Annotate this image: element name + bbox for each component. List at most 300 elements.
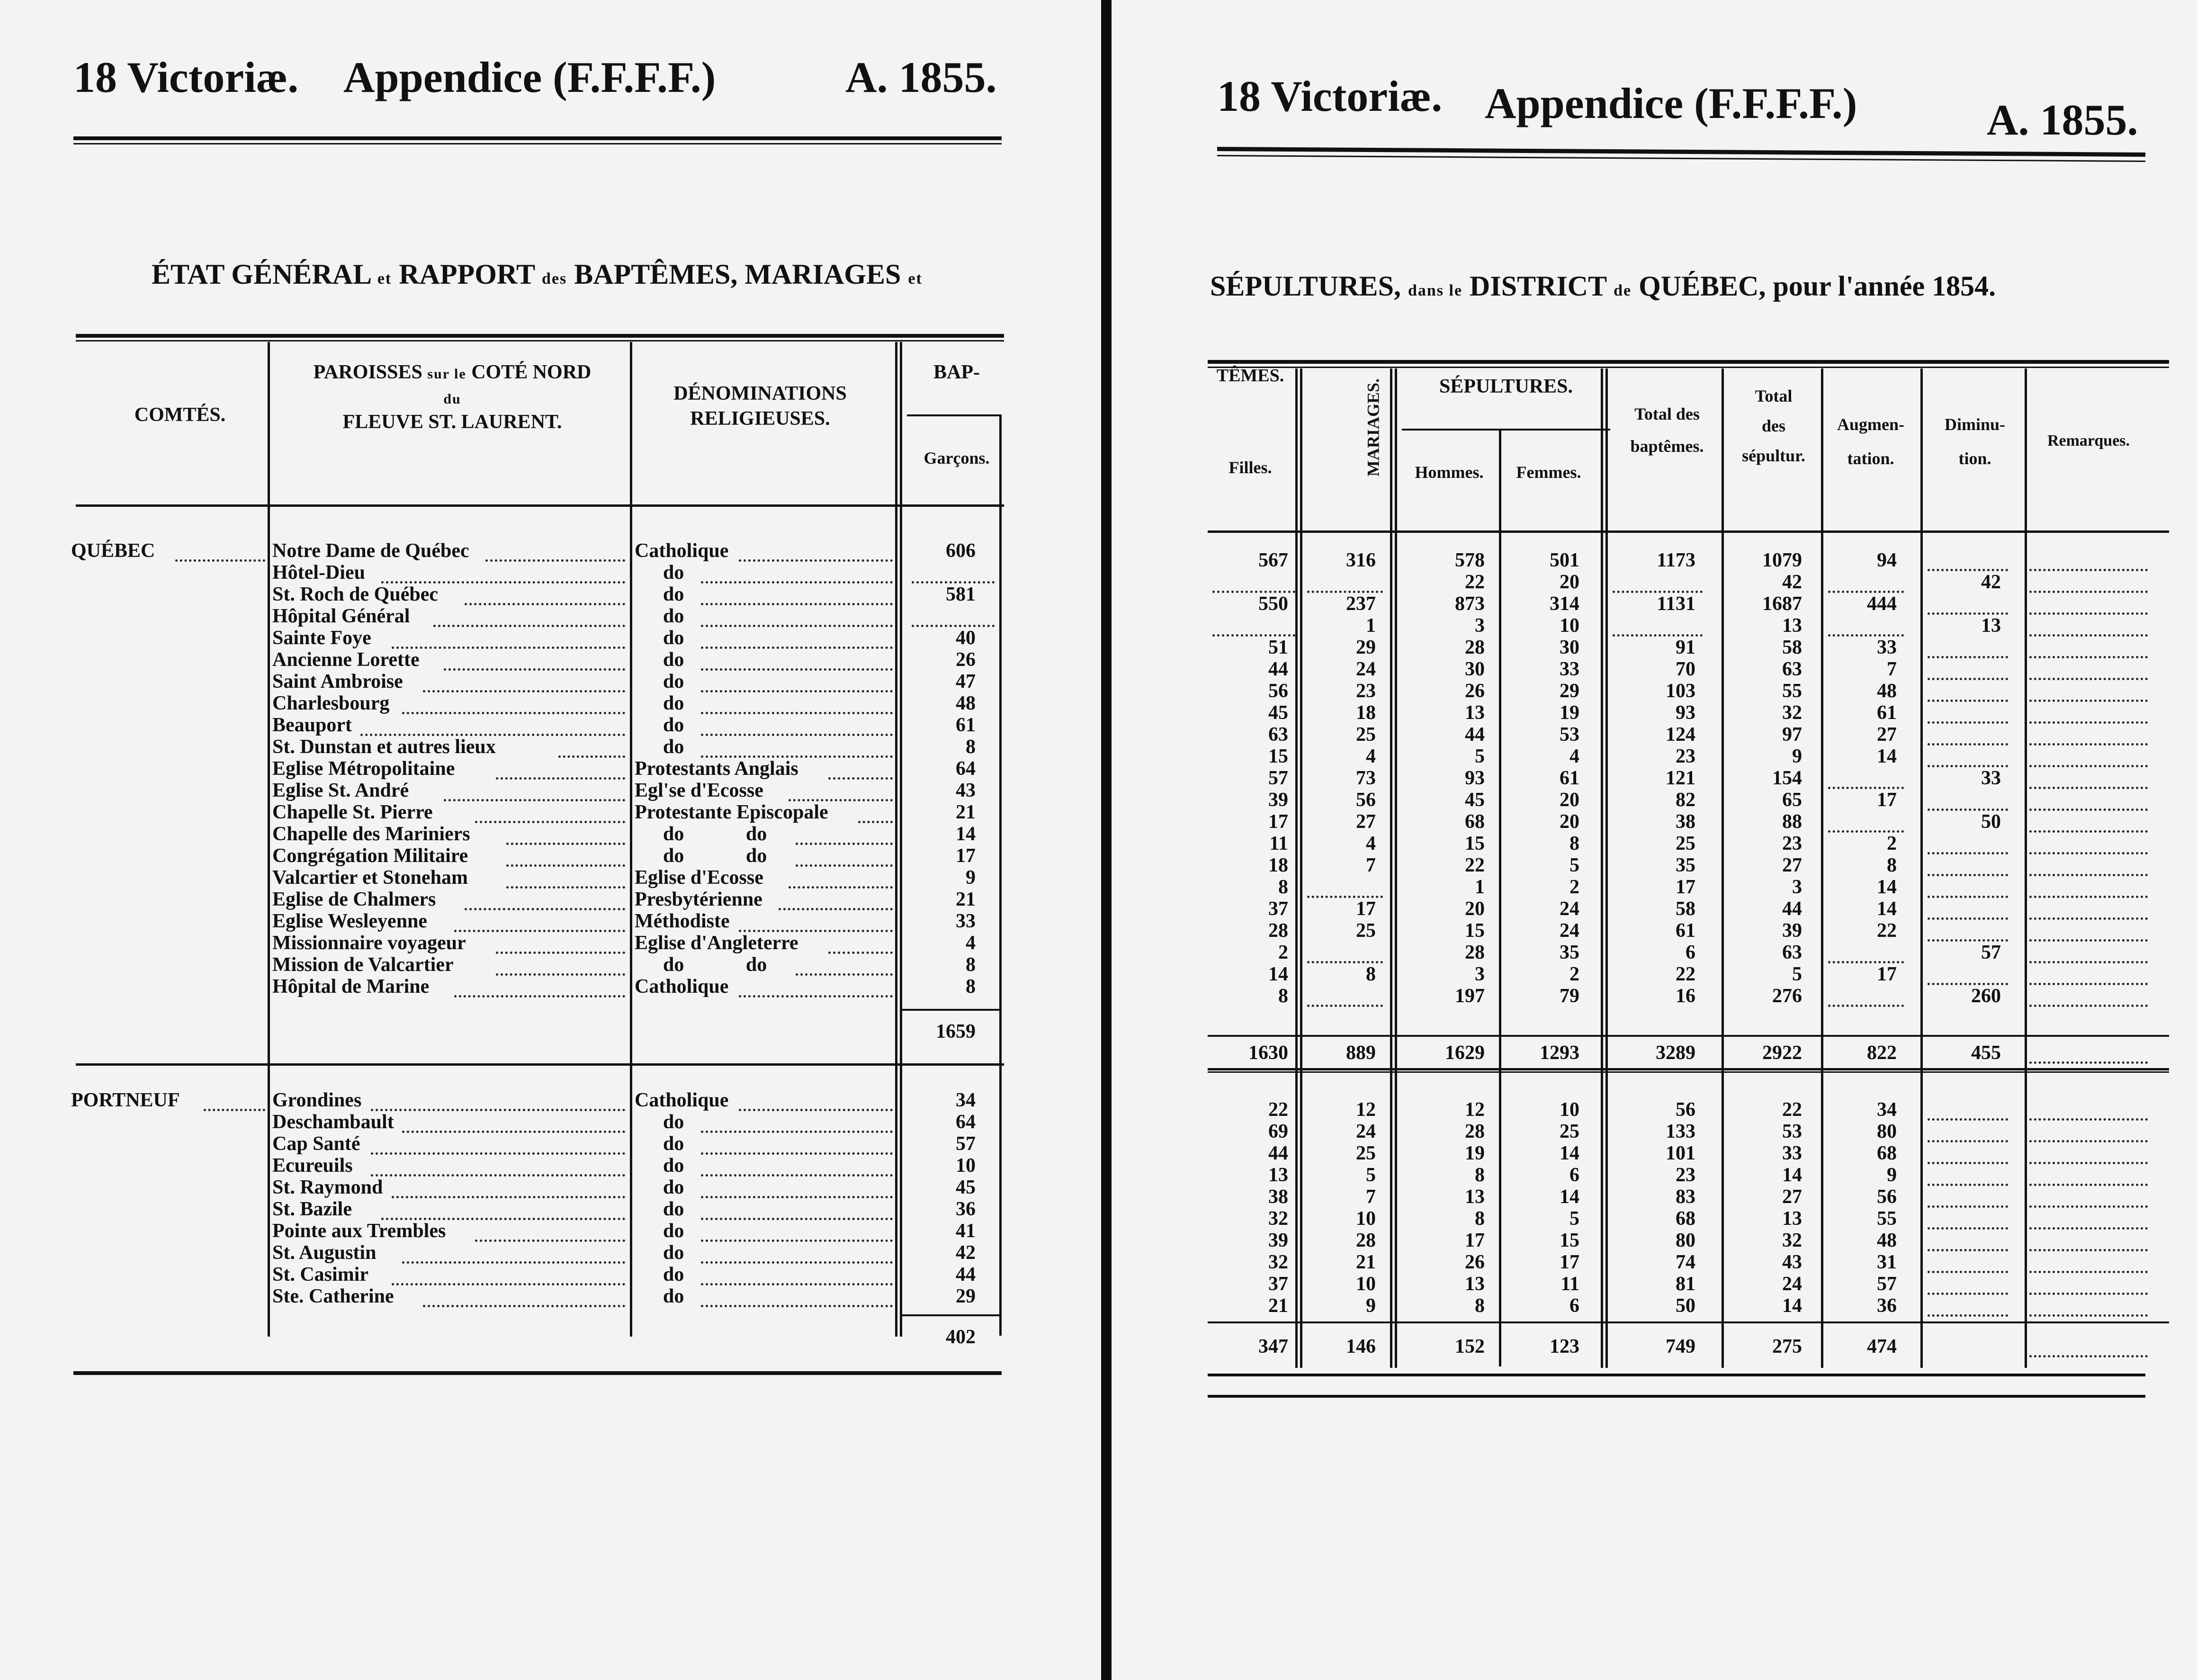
- garcons-value: 606: [946, 540, 976, 562]
- parish-name: Hôpital Général: [272, 605, 410, 627]
- denomination-leader: [701, 671, 893, 692]
- denomination: Eglise d'Angleterre: [635, 932, 798, 954]
- col-divider: [268, 342, 270, 1337]
- parish-name: Notre Dame de Québec: [272, 540, 469, 562]
- denomination: do: [663, 627, 684, 649]
- filles-value: 28: [1268, 920, 1288, 942]
- femmes-value: 53: [1560, 724, 1579, 746]
- hommes-value: 30: [1465, 658, 1485, 680]
- parish-leader: [444, 649, 625, 671]
- denomination: do: [663, 1198, 684, 1220]
- total_bap-value: 81: [1676, 1273, 1695, 1295]
- femmes-value: 2: [1569, 876, 1579, 898]
- denomination-leader: [701, 1177, 893, 1198]
- col-divider: [999, 414, 1002, 1336]
- empty-cell: [1212, 571, 1295, 593]
- col-divider: [1395, 368, 1397, 1368]
- right-page: [1118, 0, 2197, 1680]
- filles-value: 63: [1268, 724, 1288, 746]
- remarques-cell: [2029, 1230, 2148, 1251]
- mariages-value: 7: [1366, 1186, 1376, 1208]
- femmes-value: 15: [1560, 1230, 1579, 1251]
- hommes-value: 17: [1465, 1230, 1485, 1251]
- aug-value: 57: [1877, 1273, 1897, 1295]
- femmes-total: 123: [1550, 1336, 1579, 1357]
- empty-cell: [1613, 615, 1703, 637]
- empty-cell: [1928, 876, 2008, 898]
- total_sep-value: 63: [1782, 658, 1802, 680]
- hommes-value: 28: [1465, 1121, 1485, 1142]
- femmes-value: 25: [1560, 1121, 1579, 1142]
- garcons-total: 402: [946, 1326, 976, 1348]
- denomination: do: [663, 671, 684, 692]
- denomination: do: [663, 584, 684, 605]
- aug-value: 14: [1877, 746, 1897, 767]
- aug-value: 56: [1877, 1186, 1897, 1208]
- header-year: A. 1855.: [845, 53, 997, 101]
- parish-leader: [423, 1285, 625, 1307]
- total_sep-value: 13: [1782, 1208, 1802, 1230]
- total_bap-value: 56: [1676, 1099, 1695, 1121]
- remarques-cell: [2029, 724, 2148, 746]
- filles-value: 11: [1269, 833, 1288, 854]
- aug-value: 36: [1877, 1295, 1897, 1317]
- col-sepultures-group: SÉPULTURES.: [1439, 376, 1573, 397]
- total_bap-value: 70: [1676, 658, 1695, 680]
- parish-name: St. Raymond: [272, 1177, 383, 1198]
- femmes-value: 5: [1569, 854, 1579, 876]
- aug-value: 94: [1877, 549, 1897, 571]
- col-baptemes-group: BAP-: [933, 361, 980, 383]
- denomination: do: [663, 1111, 684, 1133]
- garcons-value: 8: [966, 736, 976, 758]
- mariages-value: 25: [1356, 920, 1376, 942]
- parish-name: Ste. Catherine: [272, 1285, 394, 1307]
- total_sep-value: 22: [1782, 1099, 1802, 1121]
- dim-value: 13: [1981, 615, 2001, 637]
- denomination: Presbytérienne: [635, 889, 762, 910]
- subtotal-rule: [1208, 1035, 2169, 1037]
- hommes-value: 12: [1465, 1099, 1485, 1121]
- empty-cell: [1307, 571, 1383, 593]
- remarques-cell: [2029, 1208, 2148, 1230]
- denomination: do: [663, 1155, 684, 1177]
- book-spine: [1101, 0, 1112, 1680]
- mariages-value: 73: [1356, 767, 1376, 789]
- filles-value: 18: [1268, 854, 1288, 876]
- denomination: do: [663, 649, 684, 671]
- filles-value: 69: [1268, 1121, 1288, 1142]
- total_sep-value: 9: [1792, 746, 1802, 767]
- denomination-leader: [701, 562, 893, 584]
- garcons-value: 8: [966, 976, 976, 997]
- femmes-total: 1293: [1540, 1042, 1579, 1064]
- denomination: Protestants Anglais: [635, 758, 798, 780]
- parish-leader: [506, 867, 625, 889]
- col-diminution: Diminu- tion.: [1944, 415, 2006, 468]
- mariages-value: 10: [1356, 1273, 1376, 1295]
- garcons-value: 4: [966, 932, 976, 954]
- garcons-value: 64: [956, 1111, 976, 1133]
- hommes-value: 8: [1475, 1208, 1485, 1230]
- section-divider: [76, 1063, 1004, 1066]
- total_sep-value: 88: [1782, 811, 1802, 833]
- aug-value: 31: [1877, 1251, 1897, 1273]
- total_sep-value: 42: [1782, 571, 1802, 593]
- total_bap-value: 103: [1666, 680, 1695, 702]
- garcons-value: 14: [956, 823, 976, 845]
- parish-leader: [475, 1220, 625, 1242]
- femmes-value: 10: [1560, 615, 1579, 637]
- denomination-leader: [789, 867, 893, 889]
- denomination-leader: [701, 605, 893, 627]
- denomination: do: [663, 605, 684, 627]
- table-title-right: SÉPULTURES, dans le DISTRICT de QUÉBEC, pour l'année 1854.: [1210, 270, 1996, 302]
- denomination: do: [663, 1177, 684, 1198]
- femmes-value: 14: [1560, 1142, 1579, 1164]
- remarques-cell: [2029, 680, 2148, 702]
- femmes-value: 29: [1560, 680, 1579, 702]
- aug-total: 822: [1867, 1042, 1897, 1064]
- parish-name: St. Augustin: [272, 1242, 377, 1264]
- femmes-value: 4: [1569, 746, 1579, 767]
- mariages-total: 889: [1346, 1042, 1376, 1064]
- total_bap-value: 58: [1676, 898, 1695, 920]
- hommes-value: 197: [1455, 985, 1485, 1007]
- garcons-value: 47: [956, 671, 976, 692]
- total_sep-value: 65: [1782, 789, 1802, 811]
- parish-name: Grondines: [272, 1089, 362, 1111]
- empty-cell: [1928, 680, 2008, 702]
- parish-name: Mission de Valcartier: [272, 954, 454, 976]
- table-bottom-rule: [73, 1371, 1002, 1375]
- header-bottom-rule: [76, 504, 1004, 507]
- total_sep-value: 32: [1782, 702, 1802, 724]
- garcons-value: 9: [966, 867, 976, 889]
- remarques-cell: [2029, 746, 2148, 767]
- header-appendix: Appendice (F.F.F.F.): [1485, 79, 1857, 127]
- parish-leader: [485, 540, 625, 562]
- table-title-left: ÉTAT GÉNÉRAL et RAPPORT des BAPTÊMES, MARIAGES et: [152, 259, 923, 290]
- col-divider: [1821, 368, 1823, 1368]
- parish-name: Deschambault: [272, 1111, 394, 1133]
- aug-value: 14: [1877, 876, 1897, 898]
- garcons-total: 1659: [936, 1021, 976, 1042]
- parish-name: St. Bazile: [272, 1198, 352, 1220]
- aug-total: 474: [1867, 1336, 1897, 1357]
- parish-name: Saint Ambroise: [272, 671, 403, 692]
- femmes-value: 24: [1560, 920, 1579, 942]
- col-femmes: Femmes.: [1516, 463, 1581, 482]
- denomination: do: [663, 1242, 684, 1264]
- parish-leader: [465, 889, 625, 910]
- filles-value: 39: [1268, 1230, 1288, 1251]
- hommes-value: 15: [1465, 920, 1485, 942]
- empty-cell: [1928, 637, 2008, 658]
- denomination-leader: [701, 736, 893, 758]
- garcons-value: 17: [956, 845, 976, 867]
- denomination-leader: [701, 649, 893, 671]
- remarques-cell: [2029, 1142, 2148, 1164]
- filles-value: 8: [1278, 985, 1288, 1007]
- remarques-cell: [2029, 1042, 2148, 1064]
- femmes-value: 33: [1560, 658, 1579, 680]
- remarques-cell: [2029, 702, 2148, 724]
- denomination-leader: [779, 889, 893, 910]
- femmes-value: 17: [1560, 1251, 1579, 1273]
- aug-value: 27: [1877, 724, 1897, 746]
- hommes-value: 578: [1455, 549, 1485, 571]
- parish-leader: [496, 954, 625, 976]
- empty-cell: [1828, 767, 1904, 789]
- garcons-value: 40: [956, 627, 976, 649]
- filles-value: 21: [1268, 1295, 1288, 1317]
- garcons-value: 44: [956, 1264, 976, 1285]
- empty-cell: [1928, 963, 2008, 985]
- hommes-value: 3: [1475, 615, 1485, 637]
- denomination-leader: [796, 845, 893, 867]
- hommes-value: 13: [1465, 702, 1485, 724]
- total_sep-value: 13: [1782, 615, 1802, 637]
- hommes-value: 1: [1475, 876, 1485, 898]
- aug-value: 61: [1877, 702, 1897, 724]
- col-divider: [900, 342, 902, 1337]
- header-rule: [73, 136, 1002, 140]
- col-divider: [1601, 368, 1603, 1368]
- col-divider: [1722, 368, 1724, 1368]
- mariages-value: 24: [1356, 1121, 1376, 1142]
- filles-value: 39: [1268, 789, 1288, 811]
- remarques-cell: [2029, 1099, 2148, 1121]
- femmes-value: 501: [1550, 549, 1579, 571]
- filles-value: 37: [1268, 898, 1288, 920]
- aug-value: 2: [1887, 833, 1897, 854]
- parish-leader: [475, 801, 625, 823]
- remarques-cell: [2029, 963, 2148, 985]
- total_bap-value: 93: [1676, 702, 1695, 724]
- aug-value: 17: [1877, 789, 1897, 811]
- femmes-value: 6: [1569, 1295, 1579, 1317]
- denomination: do do: [663, 823, 767, 845]
- mariages-value: 4: [1366, 833, 1376, 854]
- femmes-value: 20: [1560, 789, 1579, 811]
- remarques-cell: [2029, 1121, 2148, 1142]
- denomination: do: [663, 562, 684, 584]
- hommes-value: 68: [1465, 811, 1485, 833]
- empty-cell: [1307, 942, 1383, 963]
- mariages-value: 18: [1356, 702, 1376, 724]
- parish-leader: [454, 976, 625, 997]
- femmes-value: 24: [1560, 898, 1579, 920]
- total_sep-value: 14: [1782, 1295, 1802, 1317]
- total_sep-value: 39: [1782, 920, 1802, 942]
- parish-leader: [454, 910, 625, 932]
- parish-name: Pointe aux Trembles: [272, 1220, 446, 1242]
- parish-name: Hôtel-Dieu: [272, 562, 365, 584]
- empty-cell: [912, 605, 995, 627]
- empty-cell: [1928, 1208, 2008, 1230]
- mariages-value: 5: [1366, 1164, 1376, 1186]
- hommes-value: 44: [1465, 724, 1485, 746]
- hommes-value: 45: [1465, 789, 1485, 811]
- parish-name: Sainte Foye: [272, 627, 371, 649]
- mariages-value: 29: [1356, 637, 1376, 658]
- mariages-value: 25: [1356, 724, 1376, 746]
- parish-name: Chapelle St. Pierre: [272, 801, 433, 823]
- garcons-value: 29: [956, 1285, 976, 1307]
- remarques-cell: [2029, 789, 2148, 811]
- col-temes: TÊMES.: [1216, 366, 1284, 386]
- empty-cell: [912, 562, 995, 584]
- mariages-total: 146: [1346, 1336, 1376, 1357]
- total_sep-value: 154: [1772, 767, 1802, 789]
- parish-leader: [433, 605, 625, 627]
- hommes-value: 13: [1465, 1186, 1485, 1208]
- parish-leader: [392, 627, 625, 649]
- empty-cell: [1307, 985, 1383, 1007]
- garcons-value: 64: [956, 758, 976, 780]
- aug-value: 444: [1867, 593, 1897, 615]
- parish-name: Eglise Wesleyenne: [272, 910, 428, 932]
- hommes-value: 22: [1465, 571, 1485, 593]
- total_bap-value: 91: [1676, 637, 1695, 658]
- empty-cell: [1928, 1142, 2008, 1164]
- header-rule-thin: [73, 143, 1002, 144]
- parish-name: Beauport: [272, 714, 352, 736]
- denomination: do: [663, 1220, 684, 1242]
- mariages-value: 237: [1346, 593, 1376, 615]
- aug-value: 33: [1877, 637, 1897, 658]
- filles-value: 550: [1258, 593, 1288, 615]
- total_sep-value: 32: [1782, 1230, 1802, 1251]
- total_bap-value: 124: [1666, 724, 1695, 746]
- col-divider: [2025, 368, 2027, 1368]
- denomination-leader: [796, 954, 893, 976]
- comte-leader: [175, 540, 265, 562]
- hommes-value: 5: [1475, 746, 1485, 767]
- mariages-value: 24: [1356, 658, 1376, 680]
- parish-name: Ancienne Lorette: [272, 649, 420, 671]
- col-divider: [1499, 429, 1501, 1366]
- filles-value: 51: [1268, 637, 1288, 658]
- parish-name: Congrégation Militaire: [272, 845, 468, 867]
- dim-value: 33: [1981, 767, 2001, 789]
- garcons-value: 36: [956, 1198, 976, 1220]
- remarques-cell: [2029, 942, 2148, 963]
- parish-name: Charlesbourg: [272, 692, 390, 714]
- parish-name: St. Casimir: [272, 1264, 368, 1285]
- total_bap-value: 133: [1666, 1121, 1695, 1142]
- total_sep-value: 1079: [1762, 549, 1802, 571]
- empty-cell: [1928, 1121, 2008, 1142]
- col-denominations: DÉNOMINATIONS RELIGIEUSES.: [673, 383, 847, 430]
- garcons-value: 48: [956, 692, 976, 714]
- empty-cell: [1928, 1295, 2008, 1317]
- hommes-total: 152: [1455, 1336, 1485, 1357]
- femmes-value: 30: [1560, 637, 1579, 658]
- col-remarques: Remarques.: [2047, 432, 2130, 449]
- mariages-value: 28: [1356, 1230, 1376, 1251]
- total_bap-value: 74: [1676, 1251, 1695, 1273]
- aug-value: 8: [1887, 854, 1897, 876]
- filles-value: 44: [1268, 1142, 1288, 1164]
- denomination-leader: [739, 910, 893, 932]
- filles-total: 347: [1258, 1336, 1288, 1357]
- aug-value: 48: [1877, 680, 1897, 702]
- total_bap-value: 68: [1676, 1208, 1695, 1230]
- col-total-sepultures: Total des sépultur.: [1742, 386, 1805, 465]
- remarques-cell: [2029, 637, 2148, 658]
- garcons-value: 26: [956, 649, 976, 671]
- empty-cell: [1928, 1164, 2008, 1186]
- total_sep-value: 24: [1782, 1273, 1802, 1295]
- remarques-cell: [2029, 1336, 2148, 1357]
- remarques-cell: [2029, 549, 2148, 571]
- col-divider: [895, 342, 897, 1337]
- filles-value: 32: [1268, 1208, 1288, 1230]
- parish-name: Missionnaire voyageur: [272, 932, 466, 954]
- filles-value: 15: [1268, 746, 1288, 767]
- comte-name: QUÉBEC: [71, 540, 155, 562]
- col-divider: [1300, 368, 1302, 1368]
- empty-cell: [1613, 571, 1703, 593]
- denomination-leader: [701, 1111, 893, 1133]
- total_bap-value: 38: [1676, 811, 1695, 833]
- denomination: Protestante Episcopale: [635, 801, 828, 823]
- filles-value: 45: [1268, 702, 1288, 724]
- hommes-value: 26: [1465, 1251, 1485, 1273]
- col-divider: [1295, 368, 1298, 1368]
- parish-name: Hôpital de Marine: [272, 976, 430, 997]
- parish-leader: [392, 1264, 625, 1285]
- denomination-leader: [701, 584, 893, 605]
- empty-cell: [1928, 1186, 2008, 1208]
- col-divider: [630, 342, 632, 1337]
- hommes-value: 13: [1465, 1273, 1485, 1295]
- parish-name: Eglise Métropolitaine: [272, 758, 455, 780]
- mariages-value: 27: [1356, 811, 1376, 833]
- filles-value: 37: [1268, 1273, 1288, 1295]
- denomination-leader: [701, 1285, 893, 1307]
- garcons-value: 34: [956, 1089, 976, 1111]
- mariages-value: 12: [1356, 1099, 1376, 1121]
- empty-cell: [1828, 811, 1904, 833]
- filles-value: 13: [1268, 1164, 1288, 1186]
- empty-cell: [1828, 985, 1904, 1007]
- denomination: do: [663, 1285, 684, 1307]
- parish-name: Ecureuils: [272, 1155, 353, 1177]
- total_bap-value: 50: [1676, 1295, 1695, 1317]
- hommes-value: 28: [1465, 637, 1485, 658]
- total_bap-value: 80: [1676, 1230, 1695, 1251]
- denomination-leader: [701, 1155, 893, 1177]
- empty-cell: [1928, 702, 2008, 724]
- parish-leader: [558, 736, 625, 758]
- filles-value: 22: [1268, 1099, 1288, 1121]
- denomination-leader: [789, 780, 893, 801]
- total_sep-value: 97: [1782, 724, 1802, 746]
- aug-value: 48: [1877, 1230, 1897, 1251]
- empty-cell: [1212, 615, 1295, 637]
- empty-cell: [1928, 833, 2008, 854]
- remarques-cell: [2029, 1273, 2148, 1295]
- denomination: do do: [663, 954, 767, 976]
- mariages-value: 9: [1366, 1295, 1376, 1317]
- aug-value: 17: [1877, 963, 1897, 985]
- total_sep-value: 63: [1782, 942, 1802, 963]
- header-appendix: Appendice (F.F.F.F.): [343, 53, 716, 101]
- parish-name: Valcartier et Stoneham: [272, 867, 468, 889]
